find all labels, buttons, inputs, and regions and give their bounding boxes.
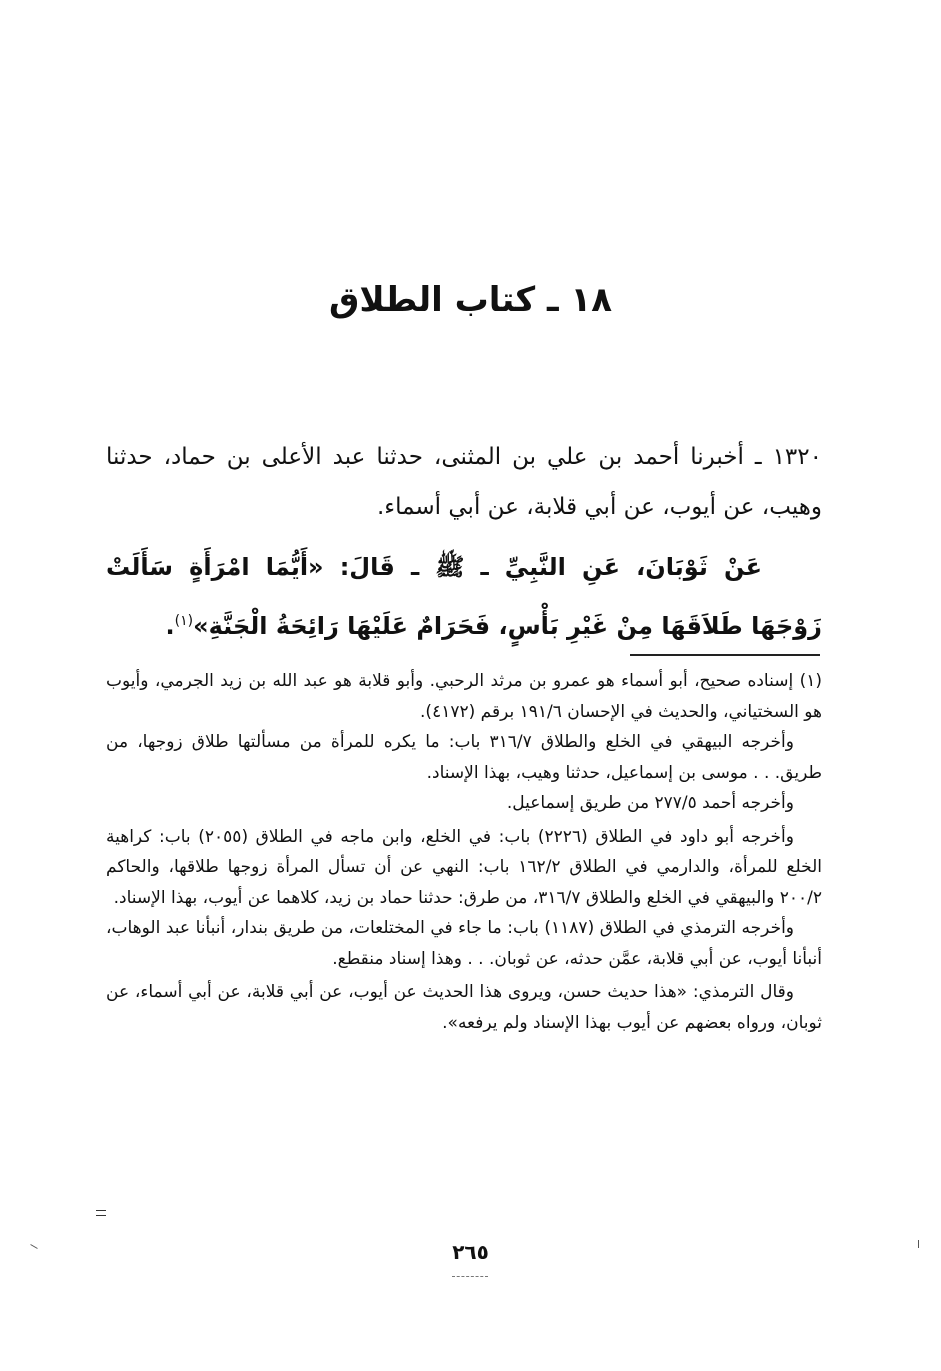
margin-mark [96,1210,106,1216]
chapter-title: ١٨ ـ كتاب الطلاق [329,280,612,320]
isnad-text: ١٣٢٠ ـ أخبرنا أحمد بن علي بن المثنى، حدثنا عبد الأعلى بن حماد، حدثنا وهيب، عن أيوب، عن أبي قلابة، عن أبي أسماء. [106,444,822,520]
hadith-matn [106,540,822,653]
matn-text: عَنْ ثَوْبَانَ، عَنِ النَّبِيِّ ـ ﷺ ـ قَالَ: «أَيُّمَا امْرَأَةٍ سَأَلَتْ زَوْجَهَا طَلاَقَهَا مِنْ غَيْرِ بَأْسٍ، فَحَرَامٌ عَلَيْهَا رَائِحَةُ الْجَنَّةِ» [106,553,822,640]
matn-end: . [165,612,175,640]
footnote-paragraph-abu-dawud: وأخرجه أبو داود في الطلاق (٢٢٢٦) باب: في الخلع، وابن ماجه في الطلاق (٢٠٥٥) باب: كراهية الخلع للمرأة، والدارمي في الطلاق ١٦٢/٢ باب: النهي عن أن تسأل المرأة زوجها طلاقها، والحاكم ٢٠٠/٢ والبيهقي في الخلع والطلاق ٣١٦/٧، من طرق: حدثنا حماد بن زيد، كلاهما عن أيوب، بهذا الإسناد. [106,826,822,908]
page-number: ٢٦٥ [452,1240,489,1264]
footnote-paragraph-bayhaqi: وأخرجه البيهقي في الخلع والطلاق ٣١٦/٧ باب: ما يكره للمرأة من مسألتها طلاق زوجها، من طريق. . . موسى بن إسماعيل، حدثنا وهيب، بهذا الإسناد. [106,732,822,783]
footnote-reference[interactable]: (١) [174,613,194,629]
matn-paragraph [106,540,822,653]
footnote-paragraph-ahmad: وأخرجه أحمد ٢٧٧/٥ من طريق إسماعيل. [506,793,794,813]
footnote-paragraph-tirmidhi-comment: وقال الترمذي: «هذا حديث حسن، ويروى هذا الحديث عن أيوب، عن أبي قلابة، عن أبي أسماء، عن ثوبان، ورواه بعضهم عن أيوب بهذا الإسناد ولم يرفعه». [106,982,822,1033]
footnote-paragraph-tirmidhi: وأخرجه الترمذي في الطلاق (١١٨٧) باب: ما جاء في المختلعات، من طريق بندار، أنبأنا عبد الوهاب، أنبأنا أيوب، عن أبي قلابة، عمَّن حدثه، عن ثوبان. . . وهذا إسناد منقطع. [106,918,822,969]
footnotes-section [106,666,822,1038]
footnote-divider [630,654,820,656]
page-number-underline [452,1276,488,1277]
footnote-1: (١) إسناده صحيح، أبو أسماء هو عمرو بن مرثد الرحبي. وأبو قلابة هو عبد الله بن زيد الجرمي، وأيوب هو السختياني، والحديث في الإحسان ١٩١/٦ برقم (٤١٧٢). [106,671,822,722]
scan-speck [918,1240,919,1248]
hadith-isnad [106,432,822,532]
